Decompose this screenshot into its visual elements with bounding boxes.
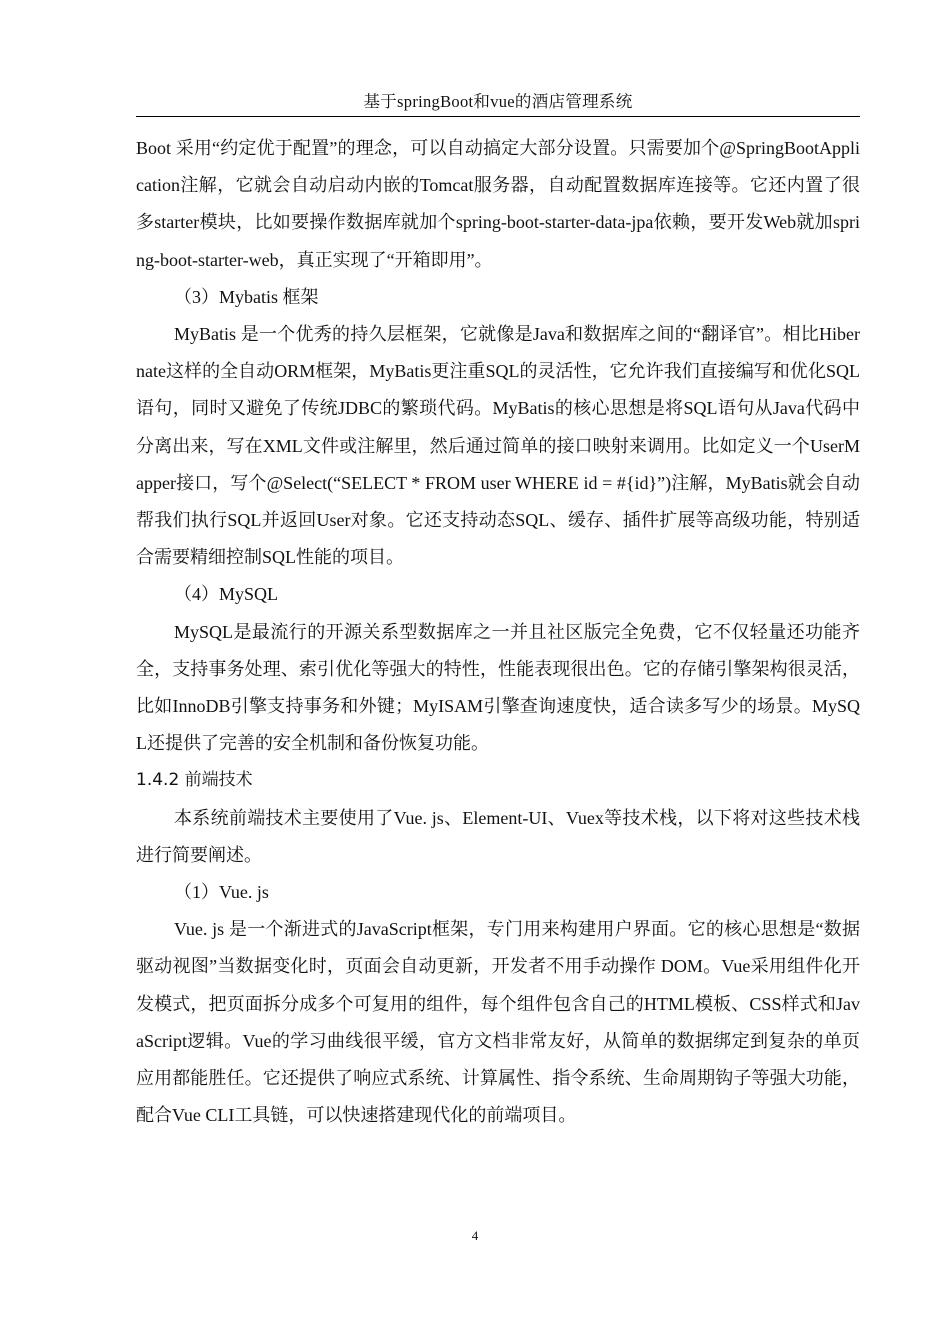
heading-mybatis: （3）Mybatis 框架 [174,286,319,307]
paragraph-springboot-continued: Boot 采用“约定优于配置”的理念，可以自动搞定大部分设置。只需要加个@SpringBootApplication注解，它就会自动启动内嵌的Tomcat服务器，自动配置数据库连接等。它还内置了很多starter模块，比如要操作数据库就加个spring-boot-starter-data-jpa依赖，要开发Web就加spring-boot-starter-web，真正实现了“开箱即用”。 [136,138,860,270]
running-header: 基于springBoot和vue的酒店管理系统 [136,90,860,117]
paragraph-vue: Vue. js 是一个渐进式的JavaScript框架，专门用来构建用户界面。它的核心思想是“数据驱动视图”当数据变化时，页面会自动更新，开发者不用手动操作 DOM。Vue采用组件化开发模式，把页面拆分成多个可复用的组件，每个组件包含自己的HTML模板、CSS样式和JavaScript逻辑。Vue的学习曲线很平缓，官方文档非常友好，从简单的数据绑定到复杂的单页应用都能胜任。它还提供了响应式系统、计算属性、指令系统、生命周期钩子等强大功能，配合Vue CLI工具链，可以快速搭建现代化的前端项目。 [136,919,860,1126]
heading-mysql: （4）MySQL [174,584,279,605]
paragraph-frontend-intro: 本系统前端技术主要使用了Vue. js、Element-UI、Vuex等技术栈，以下将对这些技术栈进行简要阐述。 [136,807,860,865]
paragraph-mysql: MySQL是最流行的开源关系型数据库之一并且社区版完全免费，它不仅轻量还功能齐全，支持事务处理、索引优化等强大的特性，性能表现很出色。它的存储引擎架构很灵活，比如InnoDB引擎支持事务和外键；MyISAM引擎查询速度快，适合读多写少的场景。MySQL还提供了完善的安全机制和备份恢复功能。 [136,621,860,754]
paragraph-mybatis: MyBatis 是一个优秀的持久层框架，它就像是Java和数据库之间的“翻译官”。相比Hibernate这样的全自动ORM框架，MyBatis更注重SQL的灵活性，它允许我们直接编写和优化SQL语句，同时又避免了传统JDBC的繁琐代码。MyBatis的核心思想是将SQL语句从Java代码中分离出来，写在XML文件或注解里，然后通过简单的接口映射来调用。比如定义一个UserMapper接口，写个@Select(“SELECT * FROM user WHERE id = #{id}”)注解，MyBatis就会自动帮我们执行SQL并返回User对象。它还支持动态SQL、缓存、插件扩展等高级功能，特别适合需要精细控制SQL性能的项目。 [136,324,860,568]
section-heading-frontend: 1.4.2 前端技术 [136,770,253,791]
page-body [136,130,860,1134]
heading-vue: （1）Vue. js [174,882,269,903]
page-number: 4 [471,1228,479,1243]
